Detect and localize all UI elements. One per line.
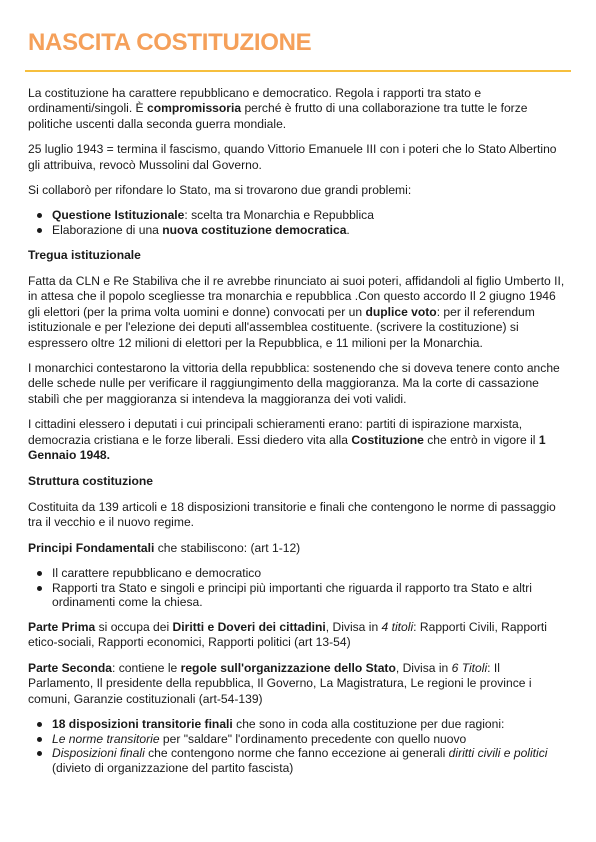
text: , Divisa in [325,619,382,634]
bold-text: Diritti e Doveri dei cittadini [172,619,326,634]
text: si occupa dei [95,619,173,634]
italic-text: 4 titoli [381,619,414,634]
title-divider [25,70,571,72]
text: Il carattere repubblicano e democratico [52,566,262,581]
bold-text: Costituzione [351,432,424,447]
list-item [52,732,568,747]
bold-text: nuova costituzione democratica [162,223,347,238]
text: Rapporti tra Stato e singoli e principi più importanti che riguarda il rapporto tra Stato e altri ordinamenti come la chiesa. [52,580,532,610]
intro-paragraph [28,86,568,132]
text: : contiene le [112,660,181,675]
text: La costituzione ha carattere repubblicano e democratico. Regola i rapporti tra stato e ordinamenti/singoli. È [28,86,482,116]
monarchists-paragraph: I monarchici contestarono la vittoria della repubblica: sostenendo che si doveva tenere conto anche delle schede nulle per verificare il raggiungimento della maggioranza. Ma la corte di cassazione stabilì che per maggioranza si intendeva la maggioranza dei voti validi. [28,361,560,406]
text: che contengono norme che fanno eccezione ai generali [144,746,449,761]
bullet-icon [37,737,42,742]
bold-text: Questione Istituzionale [52,208,185,223]
text: Fatta da CLN e Re Stabiliva che il re avrebbe rinunciato ai suoi poteri, affidandoli al figlio Umberto II, in attesa che il popolo scegliesse tra monarchia e repubblica .Con questo accordo Il 2 giugno 1946 gli elettori (per la prima volta uomini e donne) convocati per un [28,274,565,319]
list-item [52,566,568,581]
text: , Divisa in [395,660,452,675]
bold-text: compromissoria [146,101,242,116]
text: : per il referendum istituzionale e per l'elezione dei deputi all'assemblea costituente. (scrivere la costituzione) si espressero oltre 12 milioni di elettori per la Repubblica, e 11 milioni per la Monarchia. [28,304,535,350]
fascism-end-paragraph: 25 luglio 1943 = termina il fascismo, quando Vittorio Emanuele III con i poteri che lo Stato Albertino gli attribuiva, revocò Mussolini dal Governo. [28,142,557,172]
bold-text: duplice voto [365,304,437,319]
part-two-paragraph [28,661,568,707]
text: : scelta tra Monarchia e Repubblica [184,208,374,223]
structure-paragraph: Costituita da 139 articoli e 18 disposizioni transitorie e finali che contengono le norme di passaggio tra il vecchio e il nuovo regime. [28,499,556,530]
bullet-icon [37,751,42,756]
italic-text: Le norme transitorie [52,731,160,746]
principles-list [28,566,568,610]
part-one-paragraph [28,620,568,651]
bold-text: Parte Prima [28,619,96,634]
bold-text: Principi Fondamentali [28,540,155,555]
page-title: NASCITA COSTITUZIONE [28,29,312,56]
bold-text: 1 Gennaio 1948. [28,432,546,463]
principles-paragraph [28,541,568,556]
transitional-list [28,717,568,775]
italic-text: 6 Titoli [451,660,488,675]
italic-text: Disposizioni finali [52,746,145,761]
problems-paragraph: Si collaborò per rifondare lo Stato, ma si trovarono due grandi problemi: [28,183,412,198]
section-heading-struttura: Struttura costituzione [28,473,153,488]
bold-text: regole sull'organizzazione dello Stato [180,660,396,675]
text: Elaborazione di una [52,223,163,238]
bullet-icon [37,228,42,233]
bullet-icon [37,571,42,576]
bold-text: 18 disposizioni transitorie finali [52,716,233,731]
text: per "saldare" l'ordinamento precedente con quello nuovo [159,731,467,746]
text: I cittadini elessero i deputati i cui principali schieramenti erano: partiti di ispirazione marxista, democrazia cristiana e le forze liberali. Essi diedero vita alla [28,417,523,447]
text: : Il Parlamento, Il presidente della repubblica, Il Governo, La Magistratura, Le regioni le province i comuni, Garanzie costituzionali (art-54-139) [28,660,532,706]
tregua-paragraph [28,274,568,351]
text: (divieto di organizzazione del partito fascista) [52,760,294,775]
bold-text: Parte Seconda [28,660,113,675]
text: che stabiliscono: (art 1-12) [154,540,301,555]
text: . [346,223,350,238]
problems-list [28,208,568,237]
section-heading-tregua: Tregua istituzionale [28,247,141,262]
text: che entrò in vigore il [423,432,539,447]
deputies-paragraph [28,417,568,463]
list-item [52,581,568,610]
bullet-icon [37,213,42,218]
list-item [52,208,568,223]
bullet-icon [37,586,42,591]
text: che sono in coda alla costituzione per due ragioni: [232,716,505,731]
list-item [52,746,568,775]
text: : Rapporti Civili, Rapporti etico-sociali, Rapporti economici, Rapporti politici (art 13-54) [28,619,547,650]
bullet-icon [37,722,42,727]
list-item [52,717,568,732]
italic-text: diritti civili e politici [448,746,548,761]
text: perché è frutto di una collaborazione tra tutte le forze politiche uscenti dalla seconda guerra mondiale. [28,101,528,131]
list-item [52,223,568,238]
